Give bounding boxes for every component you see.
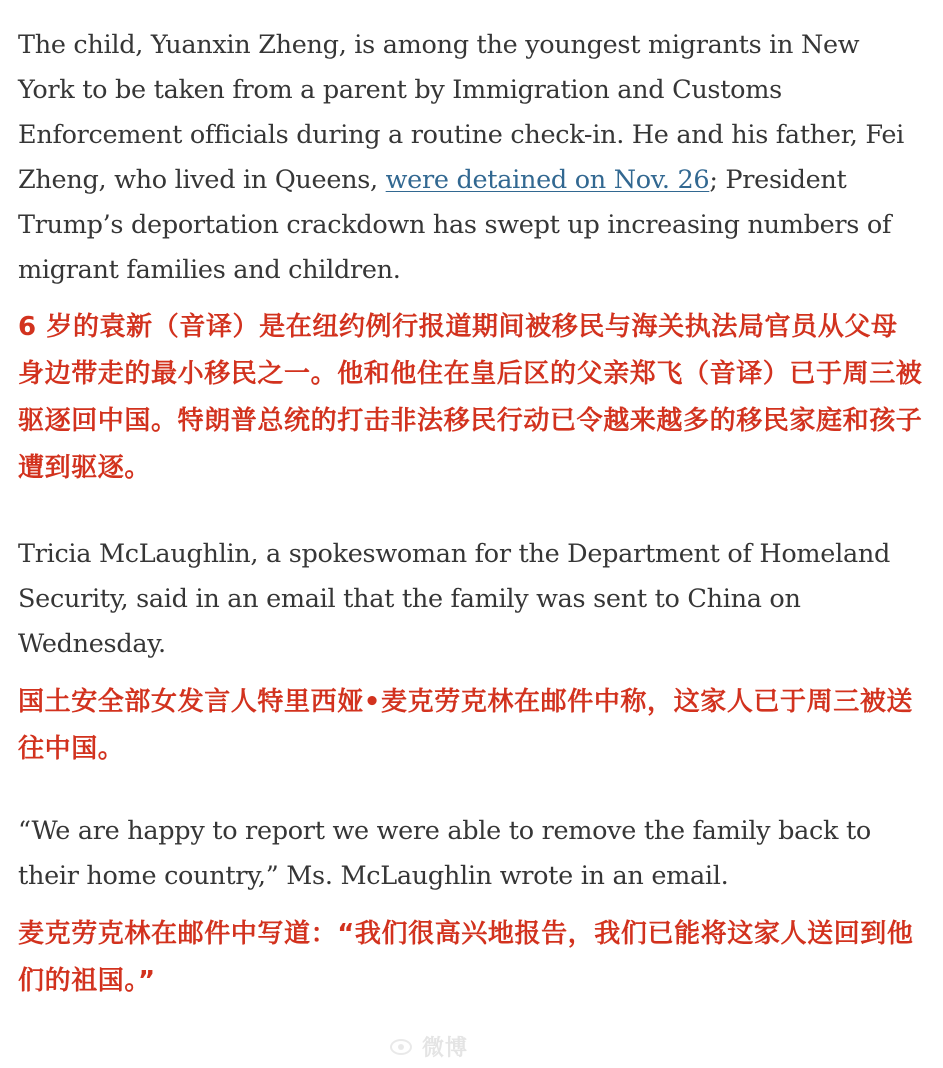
- paragraph-2-english: Tricia McLaughlin, a spokeswoman for the Department of Homeland Security, said in an email that the family was sent to China on Wednesday.: [18, 539, 890, 659]
- weibo-eye-icon: [388, 1035, 418, 1057]
- paragraph-1-english: [18, 23, 923, 293]
- watermark-text: 微博: [422, 1035, 469, 1061]
- paragraph-3-english: “We are happy to report we were able to remove the family back to their home country,” Ms. McLaughlin wrote in an email.: [18, 816, 871, 891]
- paragraph-2-chinese-translation: 国土安全部女发言人特里西娅•麦克劳克林在邮件中称，这家人已于周三被送往中国。: [18, 687, 914, 764]
- paragraph-1-chinese-translation: 6 岁的袁新（音译）是在纽约例行报道期间被移民与海关执法局官员从父母身边带走的最小移民之一。他和他住在皇后区的父亲郑飞（音译）已于周三被驱逐回中国。特朗普总统的打击非法移民行动已令越来越多的移民家庭和孩子遭到驱逐。: [18, 312, 923, 483]
- paragraph-1-text-after-link: ; President Trump’s deportation crackdown has swept up increasing numbers of migrant families and children.: [18, 165, 892, 285]
- weibo-watermark: [388, 1027, 558, 1065]
- paragraph-1-text-before-link: The child, Yuanxin Zheng, is among the youngest migrants in New York to be taken from a parent by Immigration and Customs Enforcement officials during a routine check-in. He and his father, Fei Zheng, who lived in Queens,: [18, 30, 905, 195]
- paragraph-3-chinese-translation: 麦克劳克林在邮件中写道：“我们很高兴地报告，我们已能将这家人送回到他们的祖国。”: [18, 919, 914, 996]
- detained-nov-26-link[interactable]: were detained on Nov. 26: [385, 165, 710, 195]
